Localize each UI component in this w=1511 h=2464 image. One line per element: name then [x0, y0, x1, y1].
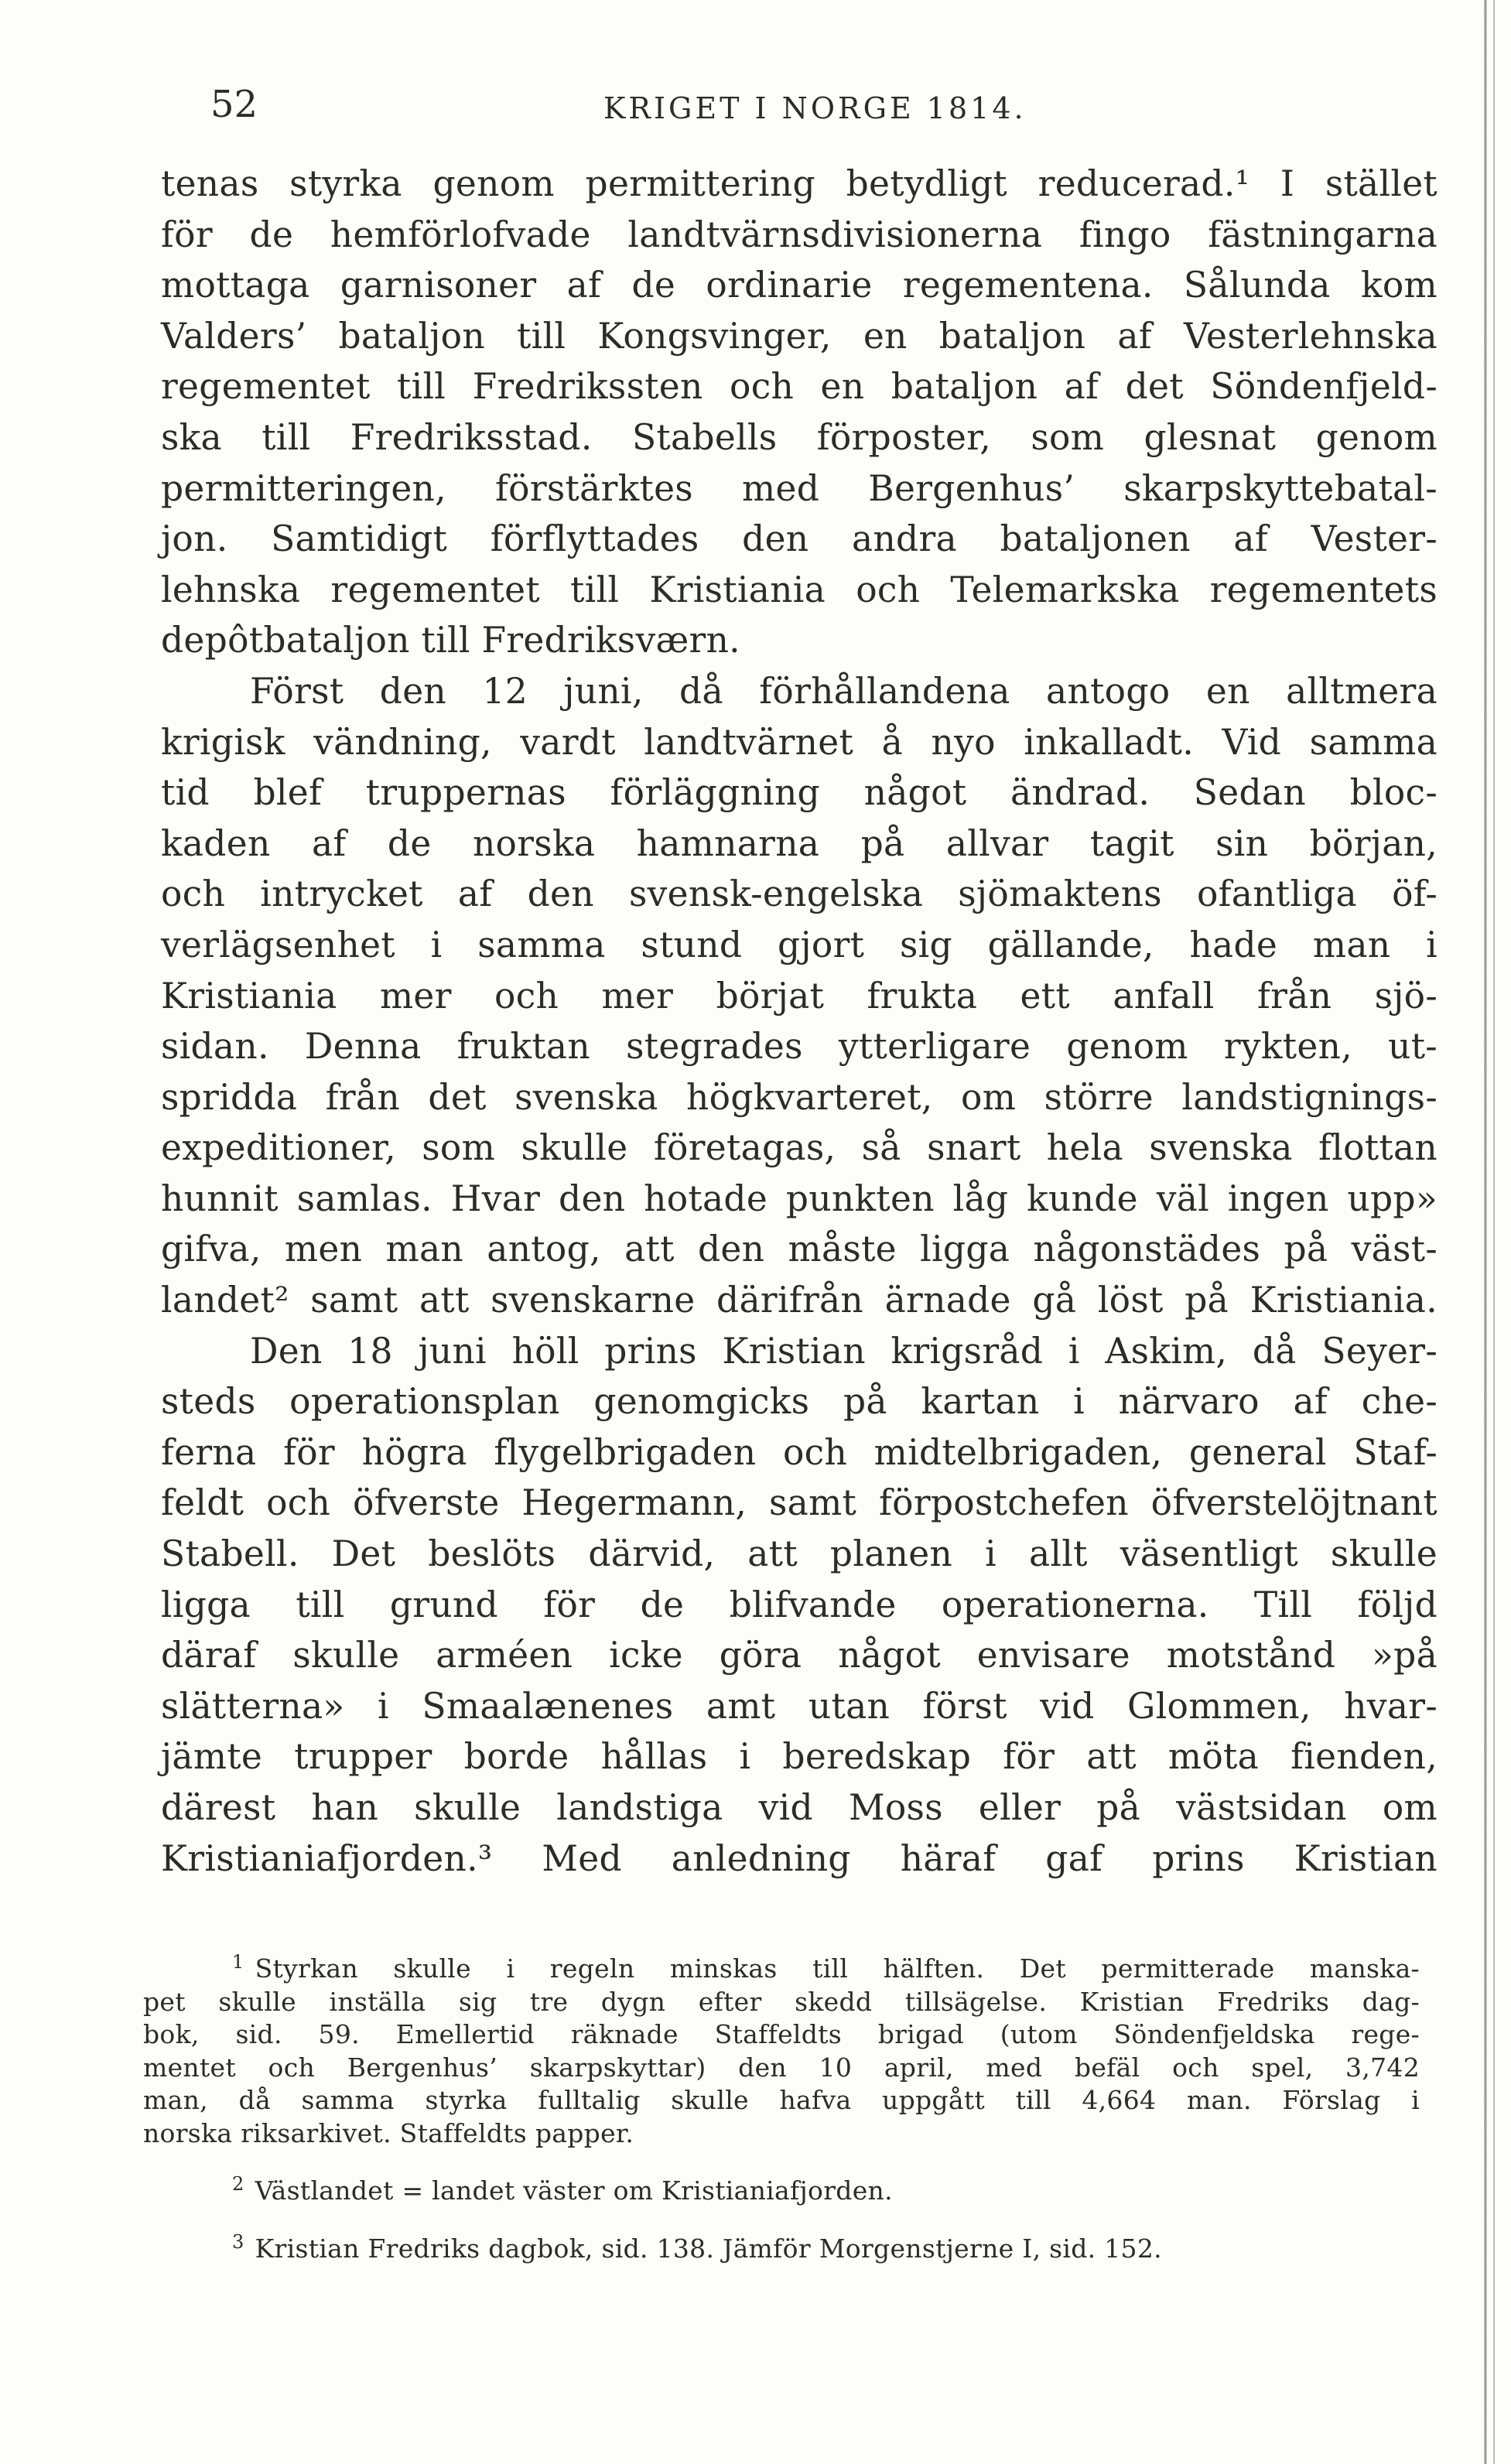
- text-line: jon. Samtidigt förflyttades den andra bataljonen af Vester-: [161, 518, 1438, 560]
- page-edge-shadow: [1484, 0, 1487, 2464]
- text-line: däraf skulle arméen icke göra något envisare motstånd »på: [161, 1635, 1438, 1676]
- text-line: sidan. Denna fruktan stegrades ytterligare genom rykten, ut-: [161, 1026, 1438, 1068]
- footnote-line: [143, 2226, 1420, 2266]
- text-line: spridda från det svenska högkvarteret, om större landstignings-: [161, 1076, 1438, 1118]
- text-line: depôtbataljon till Fredriksværn.: [161, 620, 740, 661]
- footnote-marker: 3: [232, 2230, 244, 2253]
- text-line: kaden af de norska hamnarna på allvar tagit sin början,: [161, 822, 1438, 864]
- text-line: steds operationsplan genomgicks på kartan i närvaro af che-: [161, 1381, 1438, 1423]
- footnote-line: [143, 1946, 1420, 1986]
- text-line: för de hemförlofvade landtvärnsdivisionerna fingo fästningarna: [161, 214, 1438, 255]
- text-line: Kristiania mer och mer börjat frukta ett anfall från sjö-: [161, 975, 1438, 1017]
- text-line: lehnska regementet till Kristiania och Telemarkska regementets: [161, 569, 1438, 610]
- text-line: verlägsenhet i samma stund gjort sig gällande, hade man i: [161, 924, 1438, 965]
- page-header: [0, 77, 1511, 132]
- footnote-line: man, då samma styrka fulltalig skulle hafva uppgått till 4,664 man. Förslag i: [143, 2085, 1420, 2115]
- text-line: slätterna» i Smaalænenes amt utan först vid Glommen, hvar-: [161, 1685, 1438, 1727]
- text-line: Den 18 juni höll prins Kristian krigsråd i Askim, då Seyer-: [250, 1330, 1438, 1372]
- footnote-line: [143, 2168, 1420, 2208]
- text-line: gifva, men man antog, att den måste ligga någonstädes på väst-: [161, 1229, 1438, 1270]
- running-head: KRIGET I NORGE 1814.: [603, 91, 1027, 125]
- text-line: Valders’ bataljon till Kongsvinger, en bataljon af Vesterlehnska: [161, 315, 1438, 357]
- text-line: därest han skulle landstiga vid Moss eller på västsidan om: [161, 1787, 1438, 1828]
- text-line: ferna för högra flygelbrigaden och midtelbrigaden, general Staf-: [161, 1431, 1438, 1473]
- footnote-text: Västlandet = landet väster om Kristianiafjorden.: [255, 2175, 893, 2206]
- text-line: hunnit samlas. Hvar den hotade punkten låg kunde väl ingen upp»: [161, 1177, 1438, 1219]
- footnotes: [143, 1946, 1420, 2283]
- text-line: feldt och öfverste Hegermann, samt förpostchefen öfverstelöjtnant: [161, 1482, 1438, 1524]
- text-line: expeditioner, som skulle företagas, så snart hela svenska flottan: [161, 1127, 1438, 1169]
- page-edge-line: [1493, 0, 1495, 2464]
- text-line: ligga till grund för de blifvande operationerna. Till följd: [161, 1584, 1438, 1625]
- footnote-marker: 2: [232, 2173, 244, 2195]
- footnote-line: norska riksarkivet. Staffeldts papper.: [143, 2117, 634, 2148]
- page-number: 52: [210, 83, 258, 126]
- footnote: [143, 2226, 1420, 2266]
- text-line: och intrycket af den svensk-engelska sjömaktens ofantliga öf-: [161, 873, 1438, 915]
- footnote-line: pet skulle inställa sig tre dygn efter skedd tillsägelse. Kristian Fredriks dag-: [143, 1986, 1420, 2017]
- footnote-marker: 1: [232, 1951, 244, 1973]
- footnote: [143, 2168, 1420, 2208]
- footnote-text: Kristian Fredriks dagbok, sid. 138. Jämför Morgenstjerne I, sid. 152.: [255, 2233, 1162, 2264]
- text-line: ska till Fredriksstad. Stabells förposter, som glesnat genom: [161, 416, 1438, 458]
- text-line: Först den 12 juni, då förhållandena antogo en alltmera: [250, 670, 1438, 712]
- footnote: [143, 1946, 1420, 2150]
- text-line: tenas styrka genom permittering betydligt reducerad.¹ I stället: [161, 163, 1438, 204]
- text-line: tid blef truppernas förläggning något ändrad. Sedan bloc-: [161, 772, 1438, 814]
- text-line: jämte trupper borde hållas i beredskap för att möta fienden,: [161, 1736, 1438, 1778]
- text-line: Stabell. Det beslöts därvid, att planen i allt väsentligt skulle: [161, 1533, 1438, 1575]
- footnote-text: Styrkan skulle i regeln minskas till hälften. Det permitterade manska-: [255, 1953, 1420, 1984]
- text-line: Kristianiafjorden.³ Med anledning häraf gaf prins Kristian: [161, 1837, 1438, 1879]
- text-line: regementet till Fredrikssten och en bataljon af det Söndenfjeld-: [161, 366, 1438, 408]
- text-line: permitteringen, förstärktes med Bergenhus’ skarpskyttebatal-: [161, 467, 1438, 509]
- body-text: [161, 159, 1438, 1884]
- text-line: landet² samt att svenskarne därifrån ärnade gå löst på Kristiania.: [161, 1280, 1438, 1321]
- text-line: krigisk vändning, vardt landtvärnet å nyo inkalladt. Vid samma: [161, 721, 1438, 763]
- footnote-line: mentet och Bergenhus’ skarpskyttar) den 10 april, med befäl och spel, 3,742: [143, 2052, 1420, 2083]
- footnote-line: bok, sid. 59. Emellertid räknade Staffeldts brigad (utom Söndenfjeldska rege-: [143, 2019, 1420, 2049]
- text-line: mottaga garnisoner af de ordinarie regementena. Sålunda kom: [161, 265, 1438, 306]
